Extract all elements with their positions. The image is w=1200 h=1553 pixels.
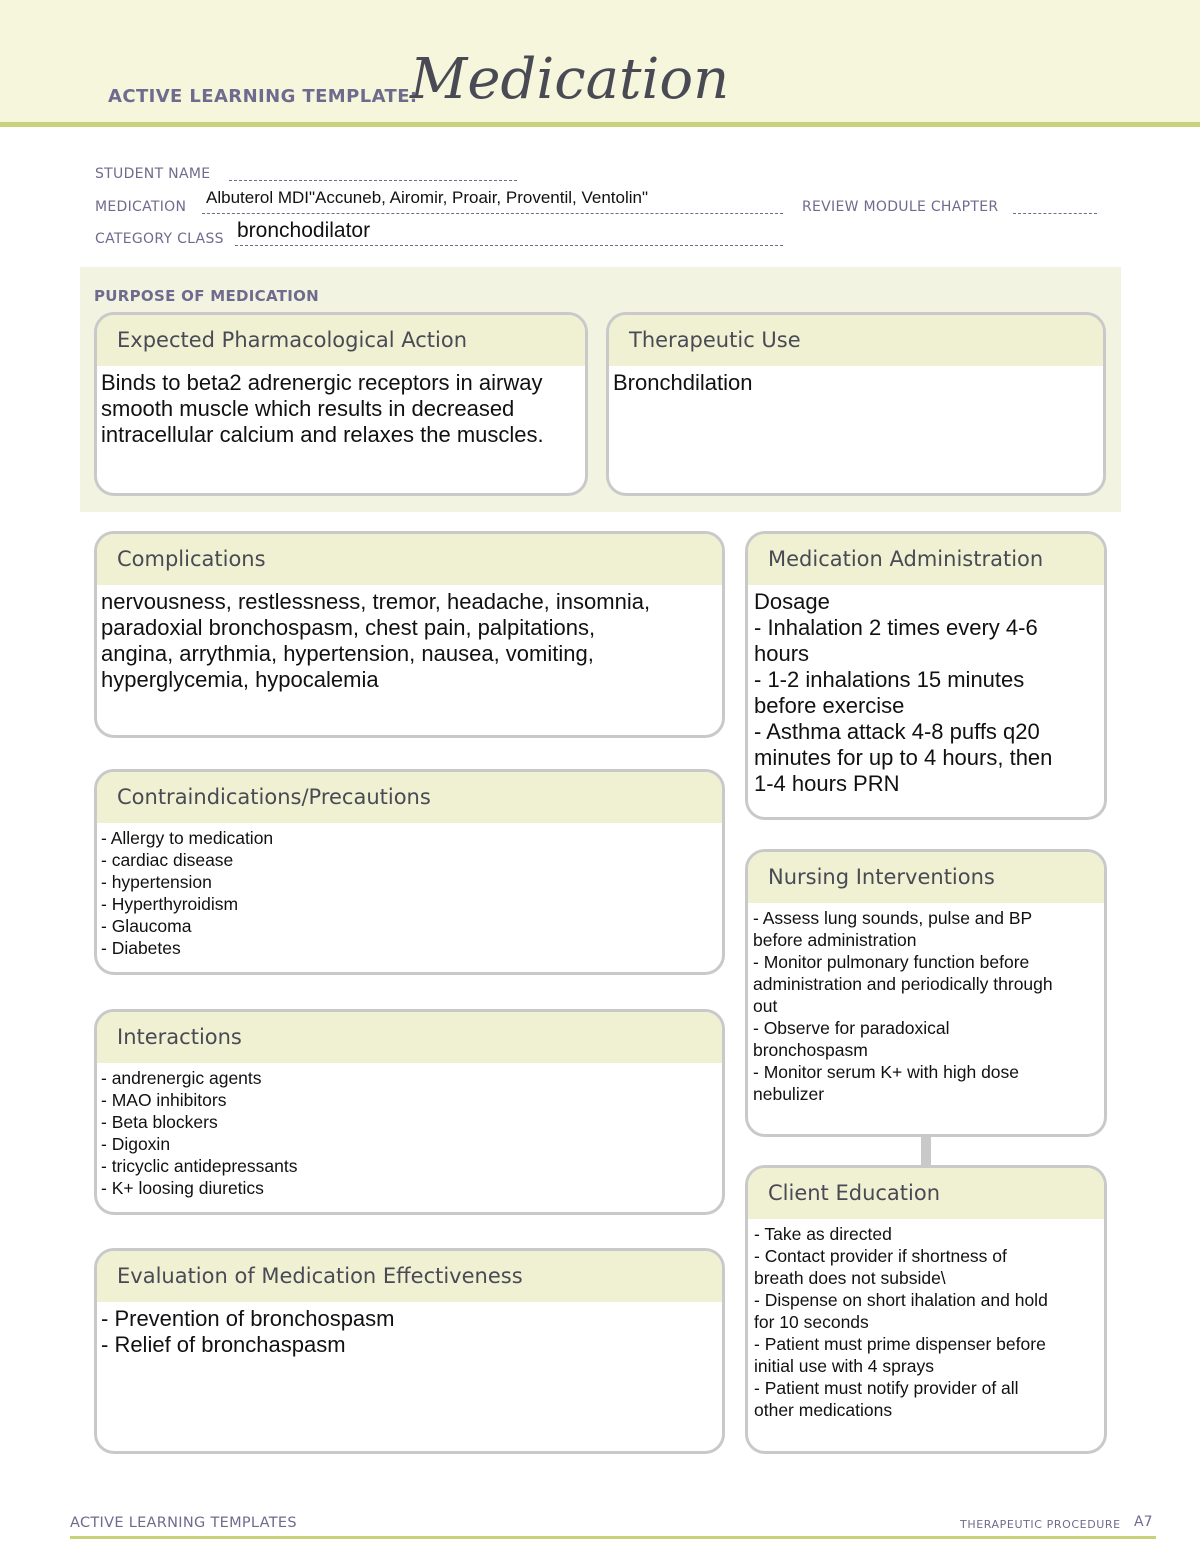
interactions-heading: Interactions — [97, 1012, 722, 1063]
expected-action-text[interactable]: Binds to beta2 adrenergic receptors in airway smooth muscle which results in decreased intracellular calcium and relaxes the muscles. — [101, 370, 544, 447]
client-education-text[interactable]: - Take as directed - Contact provider if shortness of breath does not subside\ - Dispense on short ihalation and hold for 10 seconds - Patient must prime dispenser before initial use with 4 sprays - Patient must notify provider of all other medications — [754, 1224, 1048, 1420]
therapeutic-use-text[interactable]: Bronchdilation — [613, 370, 753, 395]
nursing-interventions-text[interactable]: - Assess lung sounds, pulse and BP before administration - Monitor pulmonary function before administration and periodically through out - Observe for paradoxical bronchospasm - Monitor serum K+ with high dose nebulizer — [753, 908, 1053, 1104]
nursing-interventions-box — [745, 849, 1107, 1137]
contraindications-box — [94, 769, 725, 975]
purpose-title: PURPOSE OF MEDICATION — [94, 287, 320, 305]
footer-right: THERAPEUTIC PROCEDURE — [960, 1518, 1121, 1531]
student-name-field[interactable] — [229, 166, 517, 181]
review-module-field[interactable] — [1013, 199, 1097, 214]
interactions-text[interactable]: - andrenergic agents - MAO inhibitors - Beta blockers - Digoxin - tricyclic antidepressants - K+ loosing diuretics — [101, 1068, 298, 1198]
complications-text[interactable]: nervousness, restlessness, tremor, headache, insomnia, paradoxial bronchospasm, chest pain, palpitations, angina, arrythmia, hypertension, nausea, vomiting, hyperglycemia, hypocalemia — [101, 589, 651, 692]
page-title: Medication — [410, 47, 730, 112]
footer-left: ACTIVE LEARNING TEMPLATES — [70, 1515, 297, 1531]
client-education-box — [745, 1165, 1107, 1454]
contraindications-text[interactable]: - Allergy to medication - cardiac disease - hypertension - Hyperthyroidism - Glaucoma - Diabetes — [101, 828, 274, 958]
header-rule — [0, 122, 1200, 127]
therapeutic-use-box — [606, 312, 1106, 496]
expected-action-heading: Expected Pharmacological Action — [97, 315, 585, 366]
evaluation-box — [94, 1248, 725, 1454]
contraindications-heading: Contraindications/Precautions — [97, 772, 722, 823]
evaluation-heading: Evaluation of Medication Effectiveness — [97, 1251, 722, 1302]
complications-heading: Complications — [97, 534, 722, 585]
therapeutic-use-heading: Therapeutic Use — [609, 315, 1103, 366]
template-label: ACTIVE LEARNING TEMPLATE: — [108, 86, 418, 107]
client-education-heading: Client Education — [748, 1168, 1104, 1219]
box-connector — [921, 1136, 931, 1166]
complications-box — [94, 531, 725, 738]
nursing-interventions-heading: Nursing Interventions — [748, 852, 1104, 903]
review-module-label: REVIEW MODULE CHAPTER — [802, 199, 999, 215]
category-class-label: CATEGORY CLASS — [95, 231, 224, 247]
medication-administration-text[interactable]: Dosage - Inhalation 2 times every 4-6 hours - 1-2 inhalations 15 minutes before exercise - Asthma attack 4-8 puffs q20 minutes for up to 4 hours, then 1-4 hours PRN — [754, 589, 1053, 796]
page-number: A7 — [1134, 1514, 1153, 1530]
expected-action-box — [94, 312, 588, 496]
student-name-label: STUDENT NAME — [95, 166, 211, 182]
medication-label: MEDICATION — [95, 199, 187, 215]
interactions-box — [94, 1009, 725, 1215]
medication-administration-heading: Medication Administration — [748, 534, 1104, 585]
footer-rule — [70, 1536, 1156, 1539]
category-class-value: bronchodilator — [237, 219, 371, 242]
evaluation-text[interactable]: - Prevention of bronchospasm - Relief of bronchaspasm — [101, 1306, 395, 1357]
medication-value: Albuterol MDI"Accuneb, Airomir, Proair, Proventil, Ventolin" — [206, 188, 648, 207]
medication-administration-box — [745, 531, 1107, 820]
